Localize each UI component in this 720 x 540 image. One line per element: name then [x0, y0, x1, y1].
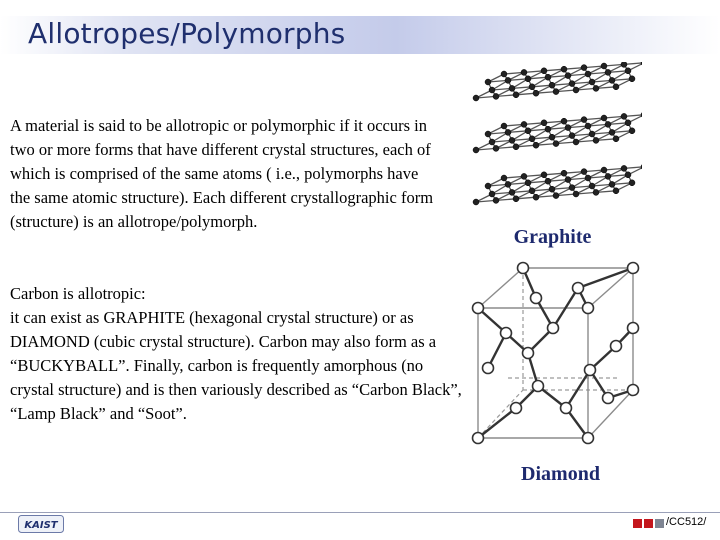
graphite-caption: Graphite: [513, 226, 592, 248]
graphite-atom: [605, 121, 611, 127]
graphite-atom: [573, 139, 579, 145]
footer-squares: [633, 519, 664, 528]
graphite-atom: [581, 117, 587, 123]
kaist-logo: [18, 515, 64, 533]
graphite-atom: [545, 178, 551, 184]
graphite-atom: [501, 175, 507, 181]
graphite-atom: [565, 125, 571, 131]
graphite-atom: [493, 93, 499, 99]
graphite-atom: [525, 180, 531, 186]
graphite-atom: [545, 74, 551, 80]
diamond-structure-image: [468, 258, 648, 458]
graphite-atom: [609, 77, 615, 83]
definition-paragraph: A material is said to be allotropic or polymorphic if it occurs in two or more forms that have different crystal structures, each of which is comprised of the same atoms ( i.e., polymorphs have the same atomic structure). Each different crystallographic form (structure) is an allotrope/polymorph.: [10, 116, 434, 231]
graphite-atom: [533, 90, 539, 96]
graphite-atom: [553, 193, 559, 199]
graphite-atom: [585, 71, 591, 77]
graphite-atom: [601, 115, 607, 121]
graphite-atom: [609, 181, 615, 187]
graphite-atom: [473, 95, 479, 101]
graphite-atom: [613, 136, 619, 142]
slide-title: Allotropes/Polymorphs: [28, 17, 346, 50]
graphite-atom: [629, 76, 635, 82]
graphite-atom: [513, 92, 519, 98]
graphite-atom: [541, 68, 547, 74]
graphite-atom: [589, 183, 595, 189]
graphite-atom: [613, 188, 619, 194]
graphite-atom: [625, 172, 631, 178]
graphite-atom: [513, 196, 519, 202]
graphite-atom: [589, 131, 595, 137]
carbon-paragraph: [10, 282, 465, 426]
graphite-atom: [629, 180, 635, 186]
graphite-atom: [501, 123, 507, 129]
graphite-atom: [521, 69, 527, 75]
graphite-atom: [565, 177, 571, 183]
graphite-atom: [549, 134, 555, 140]
graphite-atom: [561, 66, 567, 72]
graphite-atom: [485, 183, 491, 189]
graphite-atom: [473, 199, 479, 205]
graphite-atom: [621, 113, 627, 119]
graphite-atom: [501, 71, 507, 77]
graphite-atom: [549, 82, 555, 88]
graphite-atom: [569, 133, 575, 139]
graphite-atom: [513, 144, 519, 150]
graphite-layer: [473, 62, 642, 101]
graphite-atom: [509, 137, 515, 143]
graphite-atom: [561, 118, 567, 124]
graphite-atom: [529, 188, 535, 194]
graphite-atom: [601, 167, 607, 173]
footer-square-red: [644, 519, 653, 528]
graphite-atom: [529, 84, 535, 90]
graphite-atom: [485, 131, 491, 137]
graphite-atom: [505, 181, 511, 187]
graphite-atom: [601, 63, 607, 69]
graphite-atom: [565, 73, 571, 79]
graphite-atom: [605, 173, 611, 179]
graphite-atom: [533, 194, 539, 200]
graphite-atom: [573, 191, 579, 197]
footer-square-red: [633, 519, 642, 528]
footer-divider: [0, 512, 720, 513]
graphite-atom: [473, 147, 479, 153]
graphite-atom: [525, 76, 531, 82]
graphite-atom: [581, 169, 587, 175]
graphite-atom: [589, 79, 595, 85]
graphite-atom: [545, 126, 551, 132]
graphite-atom: [585, 175, 591, 181]
graphite-atom: [553, 141, 559, 147]
graphite-atom: [533, 142, 539, 148]
graphite-atom: [609, 129, 615, 135]
graphite-atom: [553, 89, 559, 95]
graphite-atom: [505, 77, 511, 83]
svg-text:KAIST: KAIST: [24, 520, 58, 531]
graphite-atom: [521, 121, 527, 127]
graphite-atom: [529, 136, 535, 142]
graphite-atom: [505, 129, 511, 135]
graphite-atom: [641, 62, 642, 66]
graphite-atom: [493, 145, 499, 151]
graphite-atom: [625, 120, 631, 126]
carbon-paragraph-lead: Carbon is allotropic:: [10, 284, 146, 303]
graphite-layer: [473, 164, 642, 205]
graphite-atom: [593, 137, 599, 143]
graphite-atom: [541, 172, 547, 178]
course-code: /CC512/: [666, 516, 707, 528]
graphite-atom: [509, 85, 515, 91]
graphite-atom: [581, 65, 587, 71]
graphite-atom: [485, 79, 491, 85]
graphite-atom: [629, 128, 635, 134]
graphite-atom: [525, 128, 531, 134]
graphite-atom: [621, 62, 627, 67]
graphite-atom: [593, 189, 599, 195]
graphite-layer: [473, 112, 642, 153]
graphite-atom: [593, 85, 599, 91]
graphite-atom: [521, 173, 527, 179]
graphite-atom: [613, 84, 619, 90]
carbon-paragraph-body: it can exist as GRAPHITE (hexagonal crystal structure) or as DIAMOND (cubic crystal structure). Carbon may also form as a “BUCKYBALL”. Finally, carbon is frequently amorphous (no crystal structure) and is then variously described as “Carbon Black”, “Lamp Black” and “Soot”.: [10, 308, 462, 423]
graphite-atom: [573, 87, 579, 93]
graphite-atom: [509, 189, 515, 195]
graphite-atom: [621, 165, 627, 171]
graphite-structure-image: [466, 62, 642, 220]
footer-square-gray: [655, 519, 664, 528]
graphite-atom: [489, 139, 495, 145]
graphite-atom: [605, 69, 611, 75]
graphite-atom: [569, 185, 575, 191]
graphite-atom: [489, 87, 495, 93]
graphite-atom: [625, 68, 631, 74]
graphite-atom: [541, 120, 547, 126]
graphite-atom: [493, 197, 499, 203]
graphite-atom: [585, 123, 591, 129]
graphite-atom: [489, 191, 495, 197]
graphite-atom: [561, 170, 567, 176]
diamond-caption: Diamond: [521, 463, 600, 485]
graphite-atom: [569, 81, 575, 87]
graphite-atom: [549, 186, 555, 192]
